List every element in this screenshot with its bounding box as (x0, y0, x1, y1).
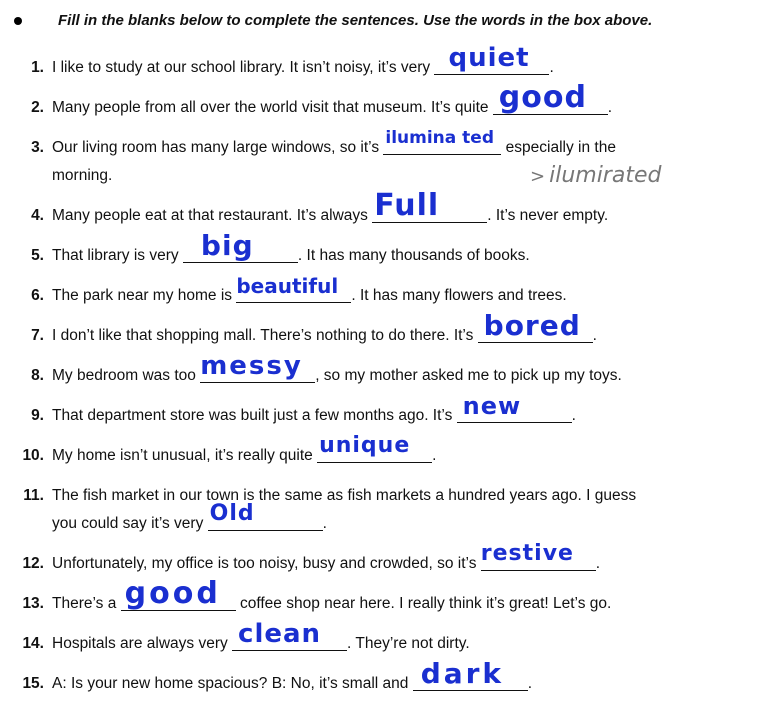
sentence-before: Hospitals are always very (52, 635, 233, 652)
sentence-after: . (595, 555, 601, 572)
question-text (52, 43, 554, 82)
answer-blank[interactable] (317, 433, 432, 463)
question-text (52, 80, 613, 122)
sentence-after: . It has many thousands of books. (297, 247, 530, 264)
handwritten-answer: good (124, 576, 221, 611)
question-text: morning. (52, 167, 113, 184)
sentence-after: . (527, 675, 532, 692)
answer-blank[interactable] (383, 128, 501, 155)
question-text (52, 392, 576, 430)
question-text (52, 351, 622, 390)
question-text (52, 433, 437, 470)
answer-blank[interactable] (457, 392, 572, 423)
instruction-text: Fill in the blanks below to complete the sentences. Use the words in the box above. (58, 12, 653, 29)
sentence-before: I don’t like that shopping mall. There’s nothing to do there. It’s (52, 327, 478, 344)
question-number: 2. (31, 99, 44, 116)
handwritten-answer: restive (480, 541, 574, 566)
answer-blank[interactable] (200, 351, 315, 383)
answer-blank[interactable] (121, 576, 236, 611)
sentence-before: Many people from all over the world visit that museum. It’s quite (52, 99, 493, 116)
teacher-correction (530, 163, 661, 188)
sentence-after: . It has many flowers and trees. (351, 287, 567, 304)
sentence-after: . (607, 99, 613, 116)
answer-blank[interactable] (478, 309, 593, 343)
question-number: 3. (31, 139, 44, 156)
question-number: 12. (22, 555, 44, 572)
handwritten-answer: good (498, 80, 587, 115)
sentence-before: I like to study at our school library. It isn’t noisy, it’s very (52, 59, 435, 76)
handwritten-answer: bored (483, 309, 581, 342)
sentence-after: . (592, 327, 597, 344)
sentence-after: . (549, 59, 554, 76)
question-text (52, 229, 530, 270)
question-text (52, 541, 601, 578)
sentence-before: That library is very (52, 247, 183, 264)
sentence-after: , so my mother asked me to pick up my toys. (315, 367, 622, 384)
handwritten-answer: clean (238, 619, 322, 649)
answer-blank[interactable] (493, 80, 608, 115)
question-text (52, 619, 470, 658)
question-number: 6. (31, 287, 44, 304)
handwritten-answer: messy (200, 351, 303, 381)
answer-blank[interactable] (232, 619, 347, 651)
question-text (52, 274, 567, 310)
answer-blank[interactable] (183, 229, 298, 263)
question-number: 9. (31, 407, 44, 424)
handwritten-answer: quiet (448, 43, 530, 73)
question-number: 13. (22, 595, 44, 612)
question-number: 1. (31, 59, 44, 76)
sentence-after: . (322, 515, 327, 532)
handwritten-answer: Full (374, 188, 440, 223)
sentence-after: coffee shop near here. I really think it’s great! Let’s go. (235, 595, 612, 612)
sentence-after: . (432, 447, 437, 464)
sentence-before: Unfortunately, my office is too noisy, busy and crowded, so it’s (52, 555, 481, 572)
answer-blank[interactable] (372, 188, 487, 223)
handwritten-answer: beautiful (236, 274, 339, 298)
question-text (52, 501, 327, 538)
handwritten-answer: Old (209, 501, 255, 526)
answer-blank[interactable] (208, 501, 323, 531)
question-number: 7. (31, 327, 44, 344)
sentence-before: Our living room has many large windows, so it’s (52, 139, 384, 156)
answer-blank[interactable] (236, 274, 351, 303)
question-text (52, 576, 612, 618)
handwritten-answer: new (462, 392, 522, 420)
bullet-icon (14, 17, 22, 25)
correction-text: ilumirated (549, 163, 662, 188)
handwritten-answer: ilumina ted (385, 128, 494, 148)
sentence-before: The park near my home is (52, 287, 237, 304)
instruction (8, 12, 768, 29)
handwritten-answer: big (200, 229, 254, 262)
answer-blank[interactable] (413, 657, 528, 691)
question-number: 15. (22, 675, 44, 692)
sentence-before: you could say it’s very (52, 515, 208, 532)
sentence-after: . It’s never empty. (487, 207, 609, 224)
question-number: 4. (31, 207, 44, 224)
sentence-after: especially in the (501, 139, 616, 156)
question-number: 11. (23, 487, 44, 504)
sentence-before: A: Is your new home spacious? B: No, it’s small and (52, 675, 413, 692)
handwritten-answer: dark (420, 657, 505, 690)
question-number: 10. (22, 447, 44, 464)
sentence-after: . (571, 407, 576, 424)
question-text (52, 309, 597, 350)
sentence-before: Many people eat at that restaurant. It’s always (52, 207, 373, 224)
answer-blank[interactable] (480, 541, 596, 571)
sentence-before: My bedroom was too (52, 367, 201, 384)
question-number: 14. (22, 635, 44, 652)
handwritten-answer: unique (319, 433, 411, 458)
question-text: The fish market in our town is the same as fish markets a hundred years ago. I guess (52, 487, 637, 504)
sentence-before: My home isn’t unusual, it’s really quite (52, 447, 318, 464)
sentence-before: There’s a (52, 595, 121, 612)
question-text (52, 128, 616, 162)
question-number: 5. (31, 247, 44, 264)
answer-blank[interactable] (434, 43, 549, 75)
question-text (52, 188, 609, 230)
question-number: 8. (31, 367, 44, 384)
sentence-before: That department store was built just a few months ago. It’s (52, 407, 457, 424)
sentence-after: . They’re not dirty. (347, 635, 470, 652)
question-text (52, 657, 532, 698)
arrow-icon: > (530, 166, 546, 187)
